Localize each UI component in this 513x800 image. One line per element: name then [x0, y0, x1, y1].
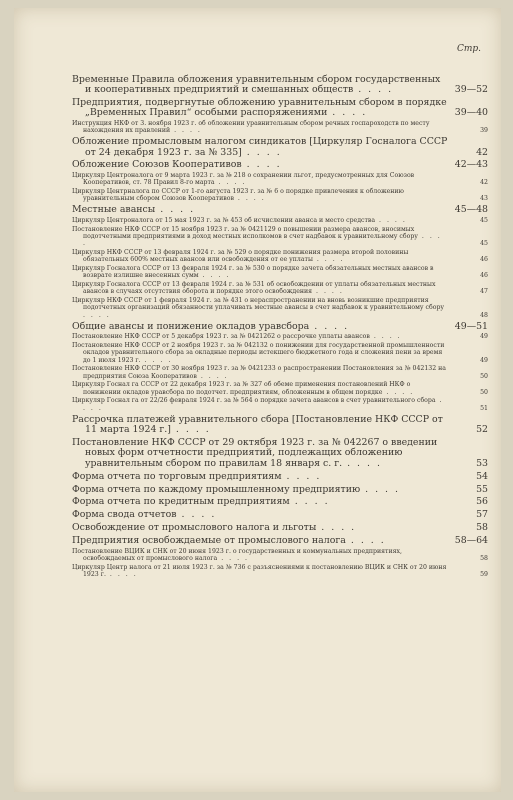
toc-entry: [72, 188, 488, 203]
toc-entry: [72, 333, 488, 340]
toc-entry-page: 49: [480, 333, 488, 341]
toc-entry-title: Циркуляр НКФ СССР от 13 февраля 1924 г. за № 529 о порядке понижения размера второй половины обязательных 600% местных авансов или освобождения от ее уплаты . . . .: [72, 248, 409, 264]
toc-entry-page: 50: [480, 372, 488, 380]
leader-dots: . . . .: [217, 555, 249, 563]
toc-entry: [72, 281, 488, 296]
toc-entry-page: 45—48: [454, 204, 488, 216]
leader-dots: . . . .: [198, 272, 231, 280]
toc-entry-page: 57: [476, 509, 488, 521]
toc-entry: [72, 381, 488, 396]
leader-dots: . . . .: [83, 232, 442, 248]
leader-dots: . . . .: [327, 107, 368, 119]
toc-entry-title: Инструкция НКФ от 3. ноября 1923 г. об обложении уравнительным сбором речных госпароходств по месту нахождения их правлений . . . .: [72, 119, 430, 135]
toc-entry: [72, 497, 488, 507]
leader-dots: . . . .: [360, 483, 400, 495]
leader-dots: . . . .: [155, 204, 196, 216]
leader-dots: . . . .: [176, 509, 217, 521]
toc-entry-title: Предприятия освобождаемые от промыслового налога . . . .: [72, 535, 386, 547]
leader-dots: . . . .: [241, 146, 282, 158]
toc-entry-title: Постановление ВЦИК и СНК от 20 июня 1923 г. о государственных и коммунальных предприятиях, освобождаемых от промыслового налога . . . .: [72, 547, 402, 563]
toc-entry-page: 45: [480, 240, 488, 248]
toc-entry-page: 39: [480, 127, 488, 135]
leader-dots: . . . .: [83, 397, 444, 412]
leader-dots: . . . .: [196, 372, 229, 380]
toc-entry-page: 42: [480, 179, 488, 187]
leader-dots: . . . .: [375, 216, 407, 224]
toc-entry-page: 46: [480, 256, 488, 264]
toc-entry: [72, 523, 488, 533]
toc-entry: [72, 472, 488, 482]
toc-entry-page: 43: [480, 195, 488, 203]
toc-entry-page: 50: [480, 388, 488, 396]
toc-entry-title: Обложение Союзов Кооперативов . . . .: [72, 159, 282, 171]
toc-entry-page: 48: [480, 311, 488, 319]
toc-entry-title: Постановление НКФ СССР от 5 декабря 1923 г. за № 0421262 о рассрочке уплаты авансов . . . .: [72, 333, 402, 341]
toc-entry: [72, 172, 488, 187]
leader-dots: . . . .: [241, 159, 282, 171]
toc-entry-title: Циркуляр Центр налога от 21 июля 1923 г. за № 736 с разъяснениями к постановлению ВЦИК и СНК от 20 июня 1923 г. . . . .: [72, 563, 447, 579]
leader-dots: . . . .: [281, 470, 322, 482]
toc-entry-title: Обложение промысловым налогом синдикатов [Циркуляр Госналога СССР от 24 декабря 1923 г. за № 335] . . . .: [72, 136, 448, 158]
leader-dots: . . . .: [170, 127, 202, 135]
toc-entry: [72, 322, 488, 332]
toc-entry: [72, 226, 488, 248]
toc-entry-title: Форма отчета по торговым предприятиям . . . .: [72, 470, 322, 482]
toc-entry-title: Циркуляр Госнал га СССР от 22 декабря 1923 г. за № 327 об обеме применения постановлений НКФ о понижении окладов уравсбора по подотчет. предприятиям, обложенным в общем порядке . . . .: [72, 381, 415, 396]
toc-entry-title: Временные Правила обложения уравнительным сбором государственных и кооперативных предприятий и смешанных обществ . . . .: [72, 73, 441, 95]
toc-entry-title: Местные авансы . . . .: [72, 204, 196, 216]
toc-entry-title: Постановление НКФ СССР от 2 ноября 1923 г. за № 042132 о понижении для государственной промышленности окладов уравнительного сбора за окладные периоды истекшего бюджетного года и сложения пени за время до 1 июля 1923 г. . . . .: [72, 341, 445, 364]
toc-entry: [72, 297, 488, 319]
page-column-header: Стр.: [456, 44, 481, 54]
toc-entry-page: 51: [480, 404, 488, 412]
toc-entry: [72, 265, 488, 280]
toc-entry-page: 47: [480, 288, 488, 296]
leader-dots: . . . .: [289, 496, 330, 508]
leader-dots: . . . .: [345, 535, 386, 547]
toc-entry-title: Рассрочка платежей уравнительного сбора [Постановление НКФ СССР от 11 марта 1924 г.] . . . .: [72, 413, 443, 435]
toc-entry-title: Циркуляр Центрналога по СССР от 1-го августа 1923 г. за № 6 о порядке привлечения к обложению уравнительным сбором Союзов Кооперативов . . . .: [72, 188, 404, 203]
toc-entry-page: 42: [476, 146, 488, 158]
leader-dots: . . . .: [140, 356, 173, 364]
toc-entry-page: 53: [476, 457, 488, 469]
toc-entry: [72, 160, 488, 170]
toc-entry: [72, 98, 488, 119]
document-page: [14, 8, 501, 792]
toc-entry-title: Предприятия, подвергнутые обложению уравнительным сбором в порядке „Временных Правил“ особыми распоряжениями . . . .: [72, 96, 447, 119]
toc-entry-title: Форма отчета по каждому промышленному предприятию . . . .: [72, 483, 400, 495]
toc-entry-title: Общие авансы и понижение окладов уравсбора . . . .: [72, 320, 350, 332]
toc-entry-page: 42—43: [454, 159, 488, 171]
toc-entry-page: 59: [480, 571, 488, 579]
toc-entry-title: Форма отчета по кредитным предприятиям . . . .: [72, 496, 330, 508]
toc-entry-title: Форма свода отчетов . . . .: [72, 509, 217, 521]
toc-entry-page: 56: [476, 496, 488, 508]
toc-entry: [72, 365, 488, 380]
toc-entry: [72, 120, 488, 135]
toc-entry-page: 58: [480, 555, 488, 563]
toc-entry: [72, 397, 488, 412]
toc-entry-title: Постановление НКФ СССР от 29 октября 1923 г. за № 042267 о введении новых форм отчетности предприятий, подлежащих обложению уравнительным сбором по правилам 18 января с. г. . . . .: [72, 436, 438, 469]
toc-entry: [72, 548, 488, 563]
toc-entry-page: 52: [476, 423, 488, 435]
toc-entry-page: 58: [476, 522, 488, 534]
toc-entry: [72, 415, 488, 436]
toc-entry-title: Циркуляр НКФ СССР от 1 февраля 1924 г. за № 431 о нераспространении на вновь возникшие предприятия подотчетных организаций обязанности уплачивать местные авансы в счет надбавок к уравнительному сбору . . . .: [72, 296, 445, 319]
toc-entry: [72, 249, 488, 264]
toc-entry: [72, 485, 488, 495]
toc-entry-title: Циркуляр Центроналога от 15 мая 1923 г. за № 453 об исчислении аванса и место средства . . . .: [72, 216, 407, 224]
table-of-contents: [72, 72, 488, 579]
toc-entry: [72, 342, 488, 364]
toc-entry-page: 39—52: [454, 83, 488, 95]
leader-dots: . . . .: [342, 457, 382, 469]
leader-dots: . . . .: [233, 195, 266, 203]
toc-entry-title: Постановление НКФ СССР от 15 ноября 1923 г. за № 0421129 о повышении размера авансов, вносимых подотчетными предприятиями в доход местных исполкомов в счет надбавок к уравнительному сбору . . . .: [72, 225, 442, 248]
toc-entry-page: 58—64: [454, 535, 488, 547]
toc-entry: [72, 75, 488, 96]
leader-dots: . . . .: [369, 333, 402, 341]
toc-entry-page: 46: [480, 272, 488, 280]
toc-entry: [72, 438, 488, 469]
toc-entry: [72, 205, 488, 215]
leader-dots: . . . .: [353, 83, 394, 95]
leader-dots: . . . .: [105, 571, 138, 579]
toc-entry-title: Циркуляр Госналога СССР от 13 февраля 1924 г. за № 530 о порядке зачета обязательных местных авансов в возврате излишне внесенных сумм . . . .: [72, 264, 434, 280]
toc-entry-title: Циркуляр Госнал га от 22/26 февраля 1924 г. за № 564 о порядке зачета авансов в счет уравнительного сбора . . . .: [72, 397, 444, 412]
toc-entry-page: 54: [476, 470, 488, 482]
toc-entry-page: 39—40: [454, 107, 488, 119]
toc-entry: [72, 137, 488, 158]
leader-dots: . . . .: [316, 522, 357, 534]
toc-entry-page: 45: [480, 216, 488, 224]
toc-entry: [72, 510, 488, 520]
leader-dots: . . . .: [83, 311, 111, 319]
leader-dots: . . . .: [382, 388, 415, 396]
leader-dots: . . . .: [170, 423, 211, 435]
leader-dots: . . . .: [312, 256, 345, 264]
toc-entry: [72, 536, 488, 546]
toc-entry-title: Циркуляр Госналога СССР от 13 февраля 1924 г. за № 531 об освобождении от уплаты обязательных местных авансов в случаях отсутствия оборота и порядке этого освобождения . . . .: [72, 280, 436, 296]
toc-entry: [72, 564, 488, 579]
toc-entry: [72, 217, 488, 224]
toc-entry-page: 49—51: [454, 320, 488, 332]
toc-entry-title: Циркуляр Центроналога от 9 марта 1923 г. за № 218 о сохранении льгот, предусмотренных для Союзов Кооперативов, ст. 78 Правил 8-го марта . . . .: [72, 172, 415, 187]
toc-entry-title: Постановление НКФ СССР от 30 ноября 1923 г. за № 0421233 о распространении Постановления за № 042132 на предприятия Союза Кооперативов . . . .: [72, 365, 446, 380]
toc-entry-title: Освобождение от промыслового налога и льготы . . . .: [72, 522, 357, 534]
leader-dots: . . . .: [214, 179, 247, 187]
leader-dots: . . . .: [312, 288, 344, 296]
leader-dots: . . . .: [309, 320, 350, 332]
toc-entry-page: 55: [476, 483, 488, 495]
toc-entry-page: 49: [480, 356, 488, 364]
